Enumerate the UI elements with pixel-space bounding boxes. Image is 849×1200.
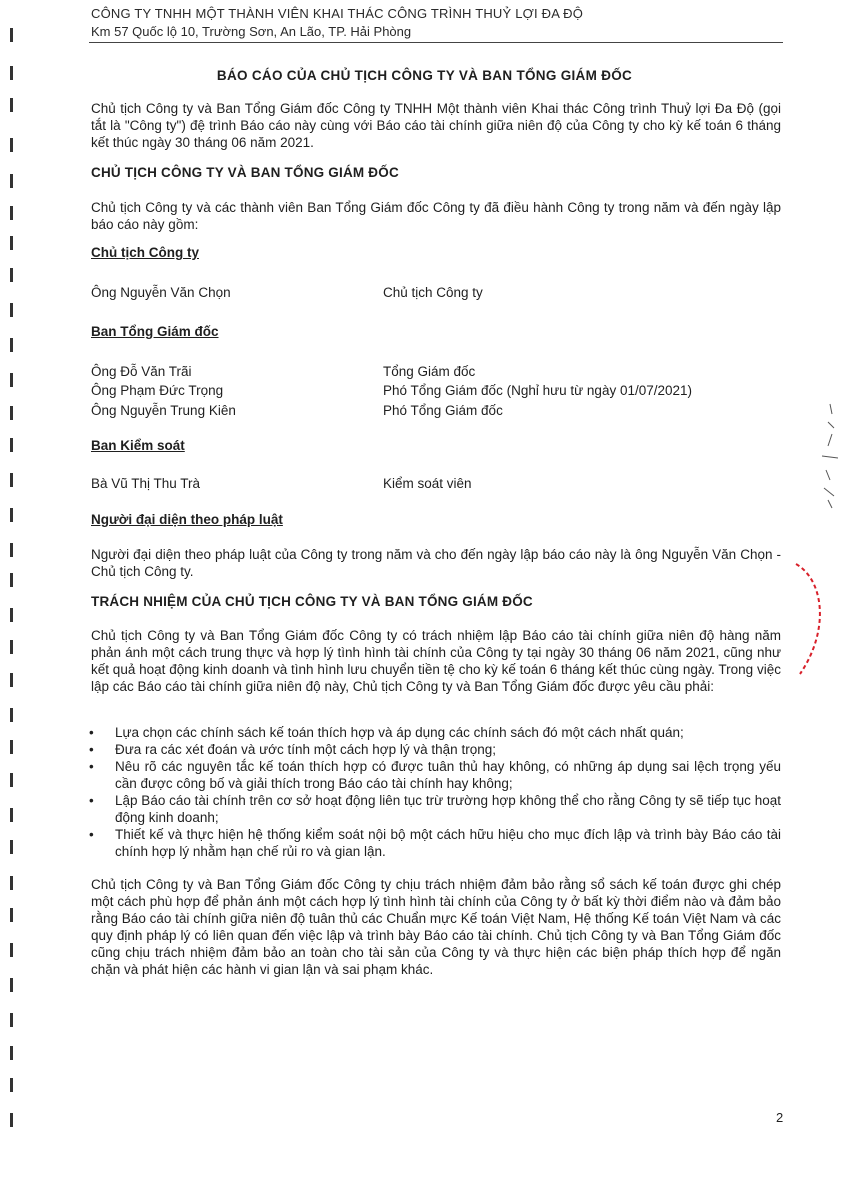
person-role: Phó Tổng Giám đốc bbox=[383, 403, 503, 418]
person-name: Ông Nguyễn Văn Chọn bbox=[91, 285, 231, 300]
person-role: Tổng Giám đốc bbox=[383, 364, 476, 379]
bullet-icon: • bbox=[89, 742, 94, 757]
header-company-address: Km 57 Quốc lộ 10, Trường Sơn, An Lão, TP. Hải Phòng bbox=[91, 24, 412, 39]
person-name: Ông Phạm Đức Trọng bbox=[91, 383, 224, 398]
stamp-seal bbox=[790, 560, 830, 680]
section-heading-responsibility: TRÁCH NHIỆM CỦA CHỦ TỊCH CÔNG TY VÀ BAN TỔNG GIÁM ĐỐC bbox=[91, 594, 533, 609]
person-role: Chủ tịch Công ty bbox=[383, 285, 483, 300]
person-role: Kiểm soát viên bbox=[383, 476, 472, 491]
bullet-icon: • bbox=[89, 725, 94, 740]
list-item: • Lựa chọn các chính sách kế toán thích hợp và áp dụng các chính sách đó một cách nhất quán; bbox=[89, 725, 684, 740]
person-name: Bà Vũ Thị Thu Trà bbox=[91, 476, 201, 491]
signature-mark bbox=[816, 400, 840, 510]
intro-paragraph: Chủ tịch Công ty và Ban Tổng Giám đốc Công ty TNHH Một thành viên Khai thác Công trình Thuỷ lợi Đa Độ (gọi tắt là "Công ty") đệ trình Báo cáo này cùng với Báo cáo tài chính giữa niên độ của Công ty cho kỳ kế toán 6 tháng kết thúc ngày 30 tháng 06 năm 2021. bbox=[91, 101, 781, 150]
accounting-responsibility-paragraph: Chủ tịch Công ty và Ban Tổng Giám đốc Công ty chịu trách nhiệm đảm bảo rằng sổ sách kế toán được ghi chép một cách phù hợp để phản ánh một cách hợp lý tình hình tài chính của Công ty ở bất kỳ thời điểm nào và đảm bảo rằng Báo cáo tài chính giữa niên độ tuân thủ các Chuẩn mực Kế toán Việt Nam, Hệ thống Kế toán Việt Nam và các quy định pháp lý có liên quan đến việc lập và trình bày Báo cáo tài chính. Chủ tịch Công ty và Ban Tổng Giám đốc cũng chịu trách nhiệm đảm bảo an toàn cho tài sản của Công ty và thực hiện các biện pháp thích hợp để ngăn chặn và phát hiện các hành vi gian lận và sai phạm khác. bbox=[91, 877, 781, 977]
report-title: BÁO CÁO CỦA CHỦ TỊCH CÔNG TY VÀ BAN TỔNG GIÁM ĐỐC bbox=[216, 68, 633, 83]
person-role: Phó Tổng Giám đốc (Nghỉ hưu từ ngày 01/07/2021) bbox=[383, 383, 693, 398]
responsibility-paragraph: Chủ tịch Công ty và Ban Tổng Giám đốc Công ty có trách nhiệm lập Báo cáo tài chính giữa niên độ hàng năm phản ánh một cách trung thực và hợp lý tình hình tài chính của Công ty tại ngày 30 tháng 06 năm 2021, cũng như kết quả hoạt động kinh doanh và tình hình lưu chuyển tiền tệ cho kỳ kế toán 6 tháng kết thúc cùng ngày. Trong việc lập các Báo cáo tài chính giữa niên độ này, Chủ tịch Công ty và Ban Tổng Giám đốc được yêu cầu phải: bbox=[91, 628, 781, 694]
page-number: 2 bbox=[776, 1110, 784, 1125]
person-name: Ông Đỗ Văn Trãi bbox=[91, 364, 192, 379]
binding-hole-marks bbox=[8, 28, 16, 1138]
list-item: • Đưa ra các xét đoán và ước tính một cách hợp lý và thận trọng; bbox=[89, 742, 496, 757]
legal-representative-paragraph: Người đại diện theo pháp luật của Công ty trong năm và cho đến ngày lập báo cáo này là ông Nguyễn Văn Chọn - Chủ tịch Công ty. bbox=[91, 547, 781, 579]
bullet-icon: • bbox=[89, 827, 94, 842]
header-divider bbox=[89, 42, 783, 43]
requirements-list bbox=[91, 724, 781, 860]
management-intro-paragraph: Chủ tịch Công ty và các thành viên Ban Tổng Giám đốc Công ty đã điều hành Công ty trong năm và đến ngày lập báo cáo này gồm: bbox=[91, 200, 781, 232]
list-item: • Nêu rõ các nguyên tắc kế toán thích hợp có được tuân thủ hay không, có những áp dụng sai lệch trọng yếu cần được công bố và giải thích trong Báo cáo tài chính hay không; bbox=[89, 759, 781, 791]
section-heading-management: CHỦ TỊCH CÔNG TY VÀ BAN TỔNG GIÁM ĐỐC bbox=[91, 165, 399, 180]
person-name: Ông Nguyễn Trung Kiên bbox=[91, 403, 236, 418]
subheading-supervisory: Ban Kiểm soát bbox=[91, 438, 185, 453]
bullet-icon: • bbox=[89, 759, 94, 774]
subheading-chairman: Chủ tịch Công ty bbox=[91, 245, 199, 260]
bullet-icon: • bbox=[89, 793, 94, 808]
subheading-legal-representative: Người đại diện theo pháp luật bbox=[91, 512, 283, 527]
subheading-board: Ban Tổng Giám đốc bbox=[91, 324, 219, 339]
list-item: • Lập Báo cáo tài chính trên cơ sở hoạt động liên tục trừ trường hợp không thể cho rằng Công ty sẽ tiếp tục hoạt động kinh doanh; bbox=[89, 793, 781, 825]
list-item: • Thiết kế và thực hiện hệ thống kiểm soát nội bộ một cách hữu hiệu cho mục đích lập và trình bày Báo cáo tài chính hợp lý nhằm hạn chế rủi ro và gian lận. bbox=[89, 827, 781, 859]
header-company-name: CÔNG TY TNHH MỘT THÀNH VIÊN KHAI THÁC CÔNG TRÌNH THUỶ LỢI ĐA ĐỘ bbox=[91, 6, 584, 21]
